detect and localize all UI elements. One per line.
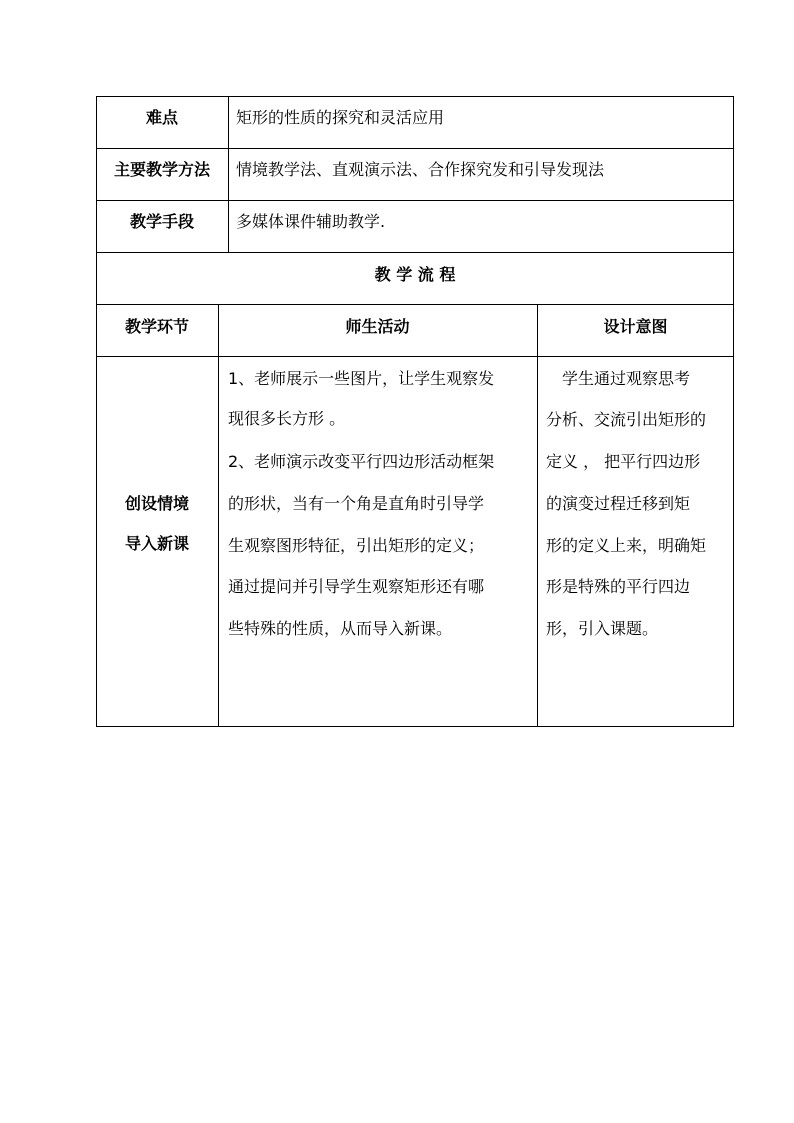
table-col-divider <box>537 304 538 726</box>
means-label: 教学手段 <box>129 212 194 231</box>
intent-line: 形，引入课题。 <box>546 619 659 638</box>
intent-line: 形的定义上来，明确矩 <box>546 536 707 555</box>
intent-line: 的演变过程迁移到矩 <box>546 494 691 513</box>
table-border-left <box>96 96 97 727</box>
table-border-top <box>96 96 734 97</box>
table-row-divider <box>96 304 734 305</box>
table-border-right <box>733 96 734 727</box>
activity-line: 现很多长方形 。 <box>228 409 346 428</box>
methods-label: 主要教学方法 <box>113 160 210 179</box>
activity-line: 2、老师演示改变平行四边形活动框架 <box>228 452 495 471</box>
intent-line: 分析、交流引出矩形的 <box>546 410 707 429</box>
activity-line: 的形状，当有一个角是直角时引导学 <box>228 494 485 513</box>
intent-line: 形是特殊的平行四边 <box>546 577 691 596</box>
table-col-divider <box>218 304 219 726</box>
table-border-bottom <box>96 726 734 727</box>
table-row-divider <box>96 200 734 201</box>
header-stage: 教学环节 <box>124 317 189 336</box>
activity-line: 生观察图形特征，引出矩形的定义； <box>228 536 485 555</box>
table-row-divider <box>96 356 734 357</box>
methods-value: 情境教学法、直观演示法、合作探究发和引导发现法 <box>236 160 605 179</box>
table-col-divider <box>228 96 229 252</box>
stage-line: 导入新课 <box>124 534 189 553</box>
intent-line: 学生通过观察思考 <box>546 369 691 388</box>
activity-line: 些特殊的性质，从而导入新课。 <box>228 619 453 638</box>
activity-line: 通过提问并引导学生观察矩形还有哪 <box>228 577 485 596</box>
stage-line: 创设情境 <box>124 494 189 513</box>
intent-line: 定义 ， 把平行四边形 <box>546 452 701 471</box>
means-value: 多媒体课件辅助教学. <box>236 212 386 231</box>
difficulty-label: 难点 <box>145 108 178 127</box>
header-activity: 师生活动 <box>345 317 410 336</box>
difficulty-value: 矩形的性质的探究和灵活应用 <box>236 108 445 127</box>
table-row-divider <box>96 148 734 149</box>
process-title: 教 学 流 程 <box>374 265 456 284</box>
activity-line: 1、老师展示一些图片，让学生观察发 <box>228 369 495 388</box>
header-intent: 设计意图 <box>603 317 668 336</box>
table-row-divider <box>96 252 734 253</box>
